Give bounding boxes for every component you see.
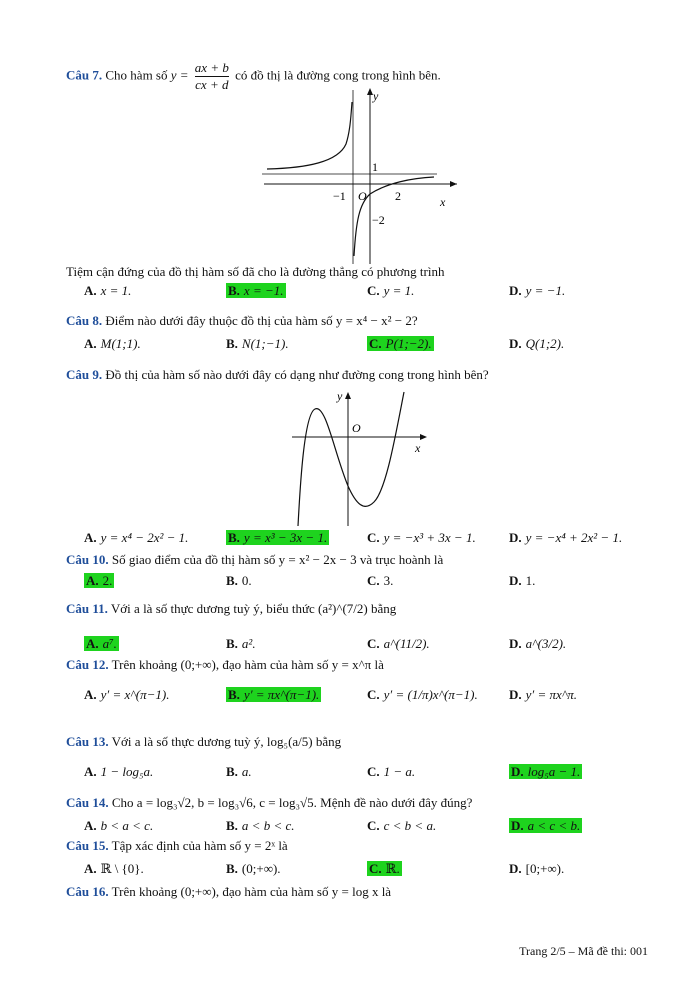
option-b[interactable]: B. N(1;−1). bbox=[226, 336, 289, 351]
page-footer: Trang 2/5 – Mã đề thi: 001 bbox=[519, 944, 648, 958]
option-a[interactable]: A. 1 − log₅a. bbox=[84, 764, 154, 779]
option-b[interactable]: B. (0;+∞). bbox=[226, 861, 281, 876]
x-arrow-icon bbox=[450, 181, 457, 187]
options-q11 bbox=[84, 635, 644, 655]
question-8 bbox=[66, 312, 418, 330]
options-q15 bbox=[84, 860, 644, 880]
option-c[interactable] bbox=[367, 860, 402, 878]
question-text: Đồ thị của hàm số nào dưới đây có dạng như đường cong trong hình bên? bbox=[105, 367, 489, 382]
question-text: Cho hàm số bbox=[105, 67, 168, 83]
question-number: Câu 15. bbox=[66, 838, 109, 853]
options-q12 bbox=[84, 686, 644, 706]
curve-left-branch bbox=[267, 102, 352, 169]
options-q8 bbox=[84, 335, 644, 355]
option-d[interactable]: D. y = −1. bbox=[509, 283, 566, 298]
option-b[interactable] bbox=[226, 282, 286, 300]
option-b[interactable]: B. a < b < c. bbox=[226, 818, 295, 833]
answer-highlight: D. a < c < b. bbox=[511, 818, 581, 833]
answer-highlight: C. ℝ. bbox=[369, 861, 400, 876]
option-d[interactable]: D. [0;+∞). bbox=[509, 861, 565, 876]
option-c[interactable]: C. y′ = (1/π)x^(π−1). bbox=[367, 687, 478, 702]
option-d[interactable]: D. 1. bbox=[509, 573, 536, 588]
option-a[interactable] bbox=[84, 572, 114, 590]
q9-graph bbox=[290, 388, 430, 528]
question-15 bbox=[66, 837, 288, 855]
fraction bbox=[195, 60, 229, 93]
y-label: y bbox=[373, 89, 379, 103]
question-number: Câu 16. bbox=[66, 884, 109, 899]
question-number: Câu 9. bbox=[66, 367, 103, 382]
option-a[interactable]: A. x = 1. bbox=[84, 283, 132, 298]
option-b[interactable]: B. a. bbox=[226, 764, 252, 779]
origin-label: O bbox=[358, 189, 367, 203]
option-a[interactable]: A. ℝ \ {0}. bbox=[84, 861, 144, 876]
function-lhs: y = bbox=[170, 67, 189, 83]
option-c[interactable]: C. y = −x³ + 3x − 1. bbox=[367, 530, 476, 545]
question-number: Câu 7. bbox=[66, 67, 103, 83]
options-q10 bbox=[84, 572, 644, 592]
option-d[interactable]: D. y′ = πx^π. bbox=[509, 687, 578, 702]
option-c[interactable]: C. a^(11/2). bbox=[367, 636, 430, 651]
question-14 bbox=[66, 794, 472, 812]
y-arrow-icon bbox=[345, 392, 351, 399]
option-c[interactable]: C. 3. bbox=[367, 573, 394, 588]
answer-highlight: A. 2. bbox=[86, 573, 113, 588]
option-b[interactable]: B. a². bbox=[226, 636, 256, 651]
question-text: Trên khoảng (0;+∞), đạo hàm của hàm số y = log x là bbox=[111, 884, 392, 899]
q7-graph bbox=[262, 86, 462, 266]
options-q13 bbox=[84, 763, 644, 783]
question-12 bbox=[66, 656, 384, 674]
option-d[interactable] bbox=[509, 763, 582, 781]
origin-label: O bbox=[352, 421, 361, 435]
options-q9 bbox=[84, 529, 644, 549]
option-d[interactable]: D. Q(1;2). bbox=[509, 336, 565, 351]
cubic-curve bbox=[298, 392, 404, 526]
question-text-cont: có đồ thị là đường cong trong hình bên. bbox=[235, 67, 441, 83]
question-number: Câu 11. bbox=[66, 601, 108, 616]
option-d[interactable]: D. y = −x⁴ + 2x² − 1. bbox=[509, 530, 623, 545]
option-b[interactable] bbox=[226, 529, 329, 547]
option-a[interactable]: A. y = x⁴ − 2x² − 1. bbox=[84, 530, 189, 545]
question-text: Với a là số thực dương tuỳ ý, log₅(a/5) bằng bbox=[111, 734, 342, 749]
question-10 bbox=[66, 551, 443, 569]
option-b[interactable] bbox=[226, 686, 321, 704]
question-number: Câu 10. bbox=[66, 552, 109, 567]
x-label: x bbox=[415, 441, 421, 455]
option-a[interactable] bbox=[84, 635, 119, 653]
label-two: 2 bbox=[395, 189, 401, 203]
option-d[interactable]: D. a^(3/2). bbox=[509, 636, 567, 651]
answer-highlight: B. x = −1. bbox=[228, 283, 284, 298]
answer-highlight: D. log₅a − 1. bbox=[511, 764, 581, 779]
x-label: x bbox=[440, 195, 446, 209]
fraction-numerator: ax + b bbox=[194, 60, 229, 75]
y-label: y bbox=[337, 389, 343, 403]
option-c[interactable]: C. c < b < a. bbox=[367, 818, 437, 833]
option-d[interactable] bbox=[509, 817, 582, 835]
question-number: Câu 12. bbox=[66, 657, 109, 672]
option-c[interactable]: C. 1 − a. bbox=[367, 764, 416, 779]
answer-highlight: B. y′ = πx^(π−1). bbox=[228, 687, 320, 702]
question-16 bbox=[66, 883, 391, 901]
question-7-prompt: Tiệm cận đứng của đồ thị hàm số đã cho là đường thẳng có phương trình bbox=[66, 264, 445, 279]
option-a[interactable]: A. b < a < c. bbox=[84, 818, 154, 833]
label-minus-one: −1 bbox=[333, 189, 346, 203]
option-c[interactable] bbox=[367, 335, 434, 353]
fraction-denominator: cx + d bbox=[195, 77, 229, 92]
answer-highlight: A. a⁷. bbox=[86, 636, 117, 651]
label-one: 1 bbox=[372, 160, 378, 174]
question-text: Điểm nào dưới đây thuộc đồ thị của hàm số y = x⁴ − x² − 2? bbox=[105, 313, 418, 328]
question-text: Cho a = log₃√2, b = log₃√6, c = log₃√5. Mệnh đề nào dưới đây đúng? bbox=[111, 795, 473, 810]
question-text: Trên khoảng (0;+∞), đạo hàm của hàm số y = x^π là bbox=[111, 657, 384, 672]
answer-highlight: C. P(1;−2). bbox=[369, 336, 432, 351]
option-a[interactable]: A. M(1;1). bbox=[84, 336, 141, 351]
question-13 bbox=[66, 733, 341, 751]
question-number: Câu 13. bbox=[66, 734, 109, 749]
question-text: Tập xác định của hàm số y = 2ˣ là bbox=[111, 838, 288, 853]
options-q7 bbox=[84, 282, 644, 302]
option-a[interactable]: A. y′ = x^(π−1). bbox=[84, 687, 170, 702]
x-arrow-icon bbox=[420, 434, 427, 440]
question-9 bbox=[66, 366, 489, 384]
question-text: Với a là số thực dương tuỳ ý, biểu thức (a²)^(7/2) bằng bbox=[110, 601, 397, 616]
answer-highlight: B. y = x³ − 3x − 1. bbox=[228, 530, 328, 545]
question-number: Câu 8. bbox=[66, 313, 103, 328]
options-q14 bbox=[84, 817, 644, 837]
question-11 bbox=[66, 600, 396, 618]
question-text: Số giao điểm của đồ thị hàm số y = x² − 2x − 3 và trục hoành là bbox=[111, 552, 444, 567]
option-b[interactable]: B. 0. bbox=[226, 573, 252, 588]
label-minus-two: −2 bbox=[372, 213, 385, 227]
option-c[interactable]: C. y = 1. bbox=[367, 283, 415, 298]
question-number: Câu 14. bbox=[66, 795, 109, 810]
